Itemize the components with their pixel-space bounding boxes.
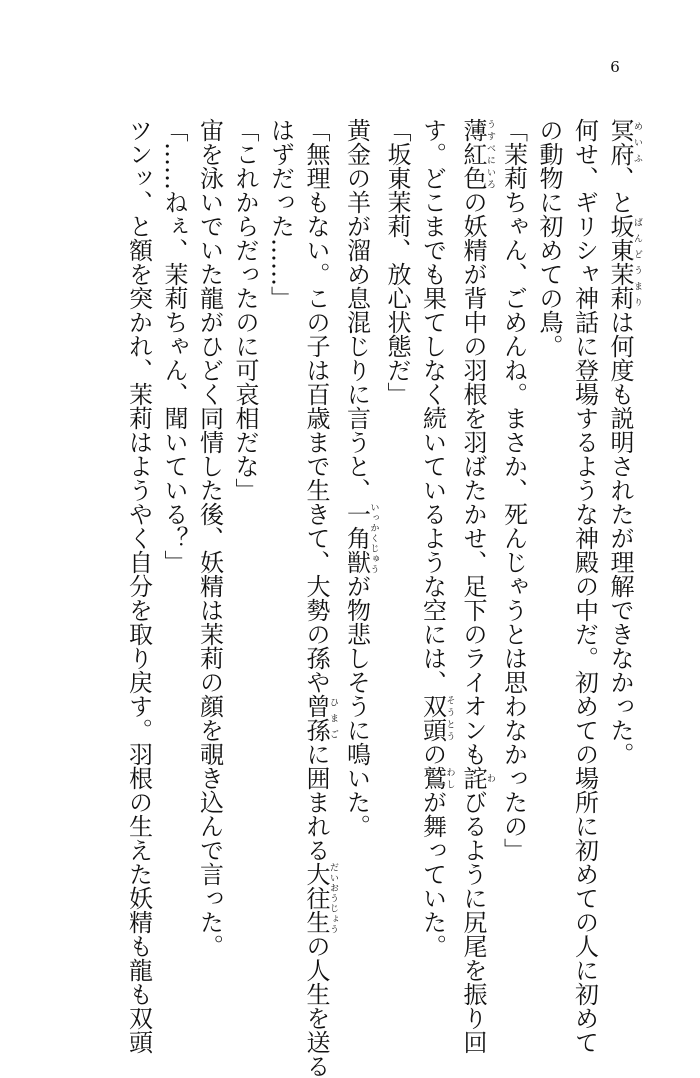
text-line-10: はずだった……」 xyxy=(266,118,295,310)
text-line-12: 宙を泳いでいた龍がひどく同情した後、妖精は茉莉の顔を覗き込んで言った。 xyxy=(195,118,224,958)
text-line-9: 「無理もない。この子は百歳まで生きて、大勢の孫や曾孫ひまごに囲まれる大往生だいおうじょうの人生を送る xyxy=(302,118,338,1078)
text-line-5: 薄紅色うすべにいろの妖精が背中の羽根を羽ばたかせ、足下のライオンも詫わびるように尻尾を振り回 xyxy=(459,118,495,1054)
text-line-11: 「これからだったのに可哀相だな」 xyxy=(231,118,259,502)
text-line-7: 「坂東茉莉、放心状態だ」 xyxy=(383,118,411,406)
text-line-4: 「茉莉ちゃん、ごめんね。まさか、死んじゃうとは思わなかったの」 xyxy=(499,118,528,862)
text-line-14: ツンッ、と額を突かれ、茉莉はようやく自分を取り戻す。羽根の生えた妖精も龍も双頭 xyxy=(124,118,153,1054)
text-line-6: す。どこまでも果てしなく続いているような空には、双頭そうとうの鷲わしが舞っていた。 xyxy=(418,118,455,958)
text-line-13: 「……ねぇ、茉莉ちゃん、聞いている？」 xyxy=(160,118,188,574)
text-line-3: の動物に初めての鳥。 xyxy=(535,118,563,358)
page-number: 6 xyxy=(610,58,620,76)
text-line-8: 黄金の羊が溜め息混じりに言うと、一角獣いっかくじゅうが物悲しそうに鳴いた。 xyxy=(342,118,379,838)
text-line-2: 何せ、ギリシャ神話に登場するような神殿の中だ。初めての場所に初めての人に初めて xyxy=(570,118,599,1054)
novel-text-body xyxy=(42,118,642,1078)
text-line-1: 冥府めいふ、と坂東茉莉ばんどうまりは何度も説明されたが理解できなかった。 xyxy=(606,118,642,766)
